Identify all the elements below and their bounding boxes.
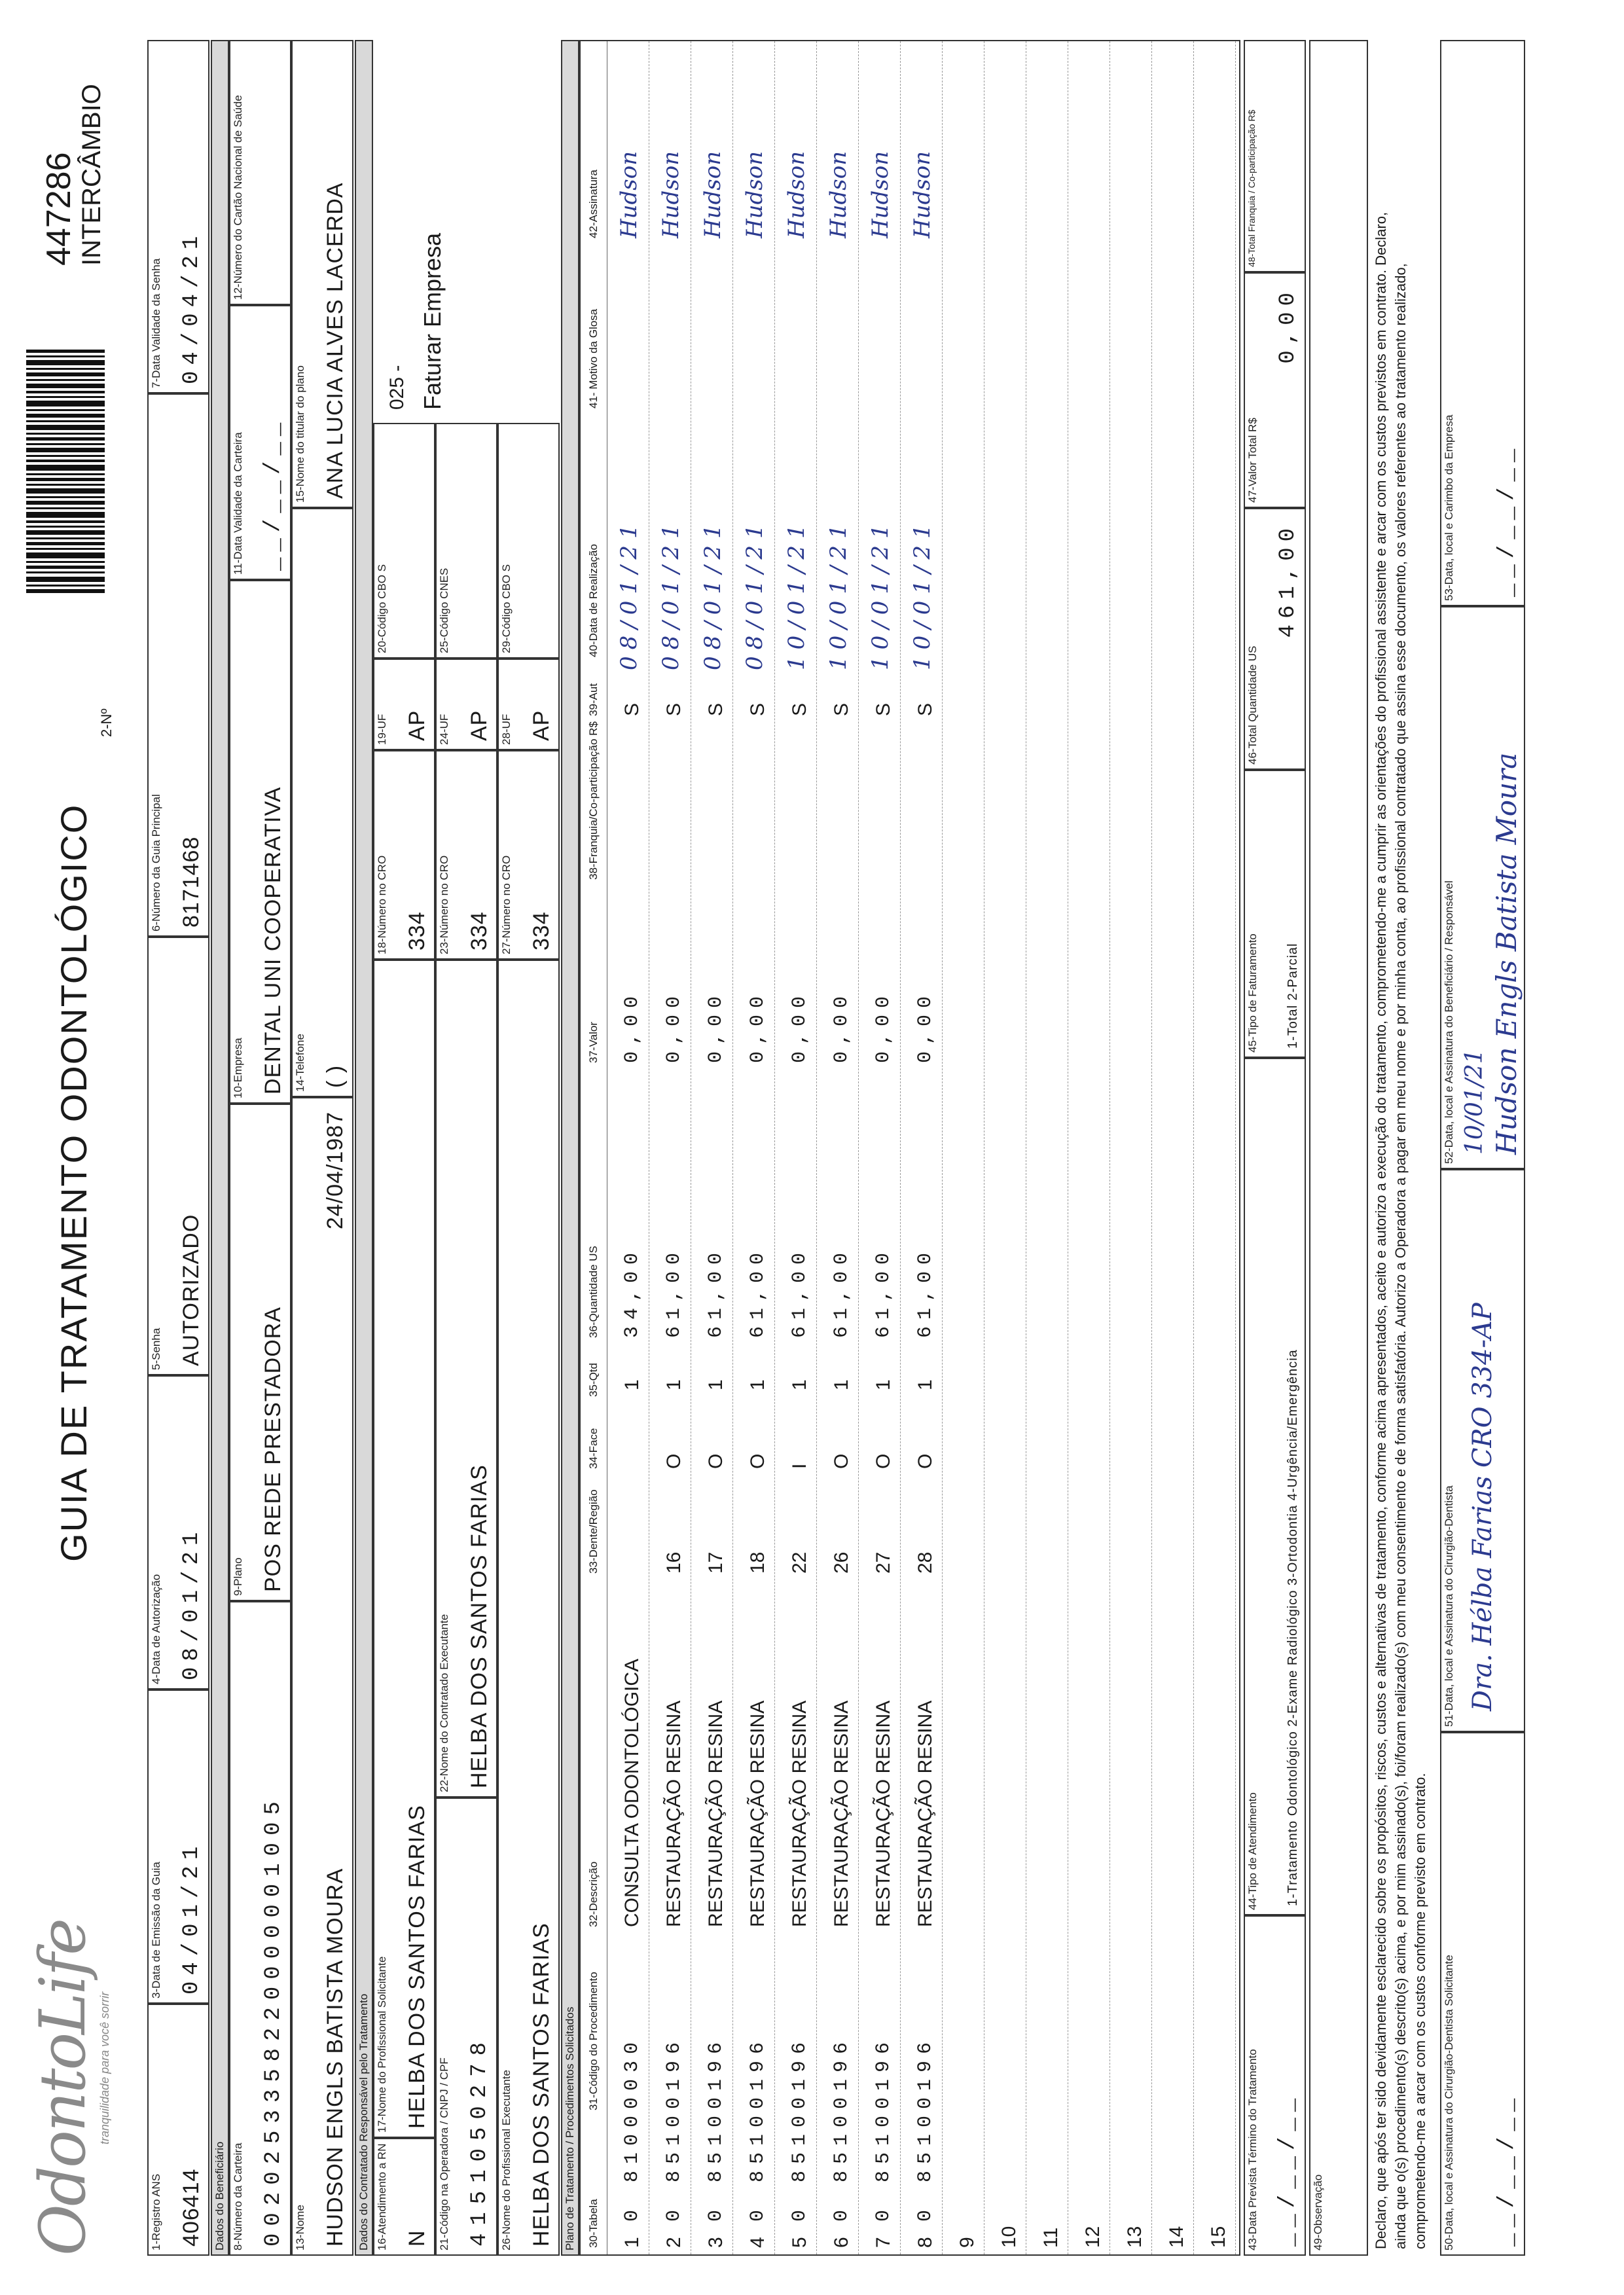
cell-descricao: RESTAURAÇÃO RESINA [663, 1700, 685, 1927]
tipo-faturamento-value: 1-Total 2-Parcial [1286, 943, 1300, 1049]
cell-codigo: 85100196 [747, 2035, 769, 2182]
empresa-field: 10-Empresa DENTAL UNI COOPERATIVA [229, 580, 291, 1104]
column-header: 38-Franquia/Co-participação R$ [587, 721, 600, 880]
sig-53-value: __/__/__ [1495, 443, 1520, 597]
cell-n: 11 [1040, 2227, 1062, 2248]
cell-aut: S [705, 702, 727, 716]
uf-24-value: AP [467, 710, 492, 741]
valor-total-value: 0,00 [1276, 287, 1301, 364]
data-autorizacao-field: 4-Data de Autorização 08/01/21 [147, 1375, 209, 1690]
cell-qtd: 1 [663, 1379, 685, 1390]
uf-19-value: AP [405, 710, 429, 741]
cell-us: 61,00 [747, 1246, 769, 1338]
cartao-nacional-field: 12-Número do Cartão Nacional de Saúde [229, 40, 291, 305]
cell-assin: Hudson [742, 151, 768, 238]
cell-aut: S [789, 702, 810, 716]
cell-dente: 26 [831, 1551, 852, 1574]
sig-51-field: 51-Data, local e Assinatura do Cirurgião-Dentista Dra. Hélba Farias CRO 334-AP [1440, 1169, 1525, 1732]
cell-assin: Hudson [909, 151, 935, 238]
cell-qtd: 1 [831, 1379, 852, 1390]
barcode-icon [26, 253, 105, 593]
cell-valor: 0,00 [789, 989, 811, 1063]
cell-assin: Hudson [825, 151, 852, 238]
cell-n: 10 [998, 2226, 1020, 2248]
cell-face: O [873, 1453, 894, 1469]
cell-valor: 0,00 [621, 989, 643, 1063]
cell-n: 8 [914, 2237, 936, 2248]
logo-tagline: tranquilidade para você sorrir [98, 1991, 111, 2144]
cro-23-value: 334 [467, 911, 492, 950]
empresa-value: DENTAL UNI COOPERATIVA [261, 786, 285, 1094]
cell-tabela: 0 [621, 2203, 643, 2222]
cell-qtd: 1 [789, 1379, 810, 1390]
cell-us: 34,00 [621, 1246, 643, 1338]
column-header: 41- Motivo da Glosa [587, 308, 600, 408]
atendimento-rn-field: 16-Atendimento a RN N [373, 2138, 435, 2256]
cro-18-value: 334 [405, 911, 429, 950]
column-header: 33-Dente/Região [587, 1489, 600, 1574]
cell-data: 10/01/21 [784, 518, 810, 670]
data-emissao-value: 04/01/21 [179, 1840, 204, 1995]
cell-data: 08/01/21 [658, 518, 684, 670]
cell-valor: 0,00 [747, 989, 769, 1063]
cell-descricao: RESTAURAÇÃO RESINA [914, 1700, 936, 1927]
uf-28-value: AP [529, 710, 554, 741]
numero-carteira-field: 8-Número da Carteira 0020253358220000001005 [229, 1601, 291, 2256]
cro-18-field: 18-Número no CRO 334 [373, 750, 435, 960]
guia-number: 447286 [40, 152, 78, 266]
cbo-29-field: 29-Código CBO S [497, 423, 560, 659]
cell-face: O [705, 1453, 727, 1469]
termino-field: 43-Data Prevista Término do Tratamento __/__/__ [1244, 1915, 1306, 2256]
cell-codigo: 81000030 [621, 2035, 643, 2182]
cell-tabela: 0 [914, 2203, 937, 2222]
cell-codigo: 85100196 [663, 2035, 685, 2182]
total-us-value: 461,00 [1276, 522, 1301, 638]
column-header: 34-Face [587, 1428, 600, 1469]
cell-us: 61,00 [789, 1246, 811, 1338]
cell-n: 7 [873, 2237, 894, 2248]
birth-date: 24/04/1987 [323, 1111, 348, 1230]
cell-valor: 0,00 [663, 989, 685, 1063]
senha-value: AUTORIZADO [179, 1214, 204, 1366]
cod-operadora-field: 21-Código na Operadora / CNPJ / CPF 4151050278 [435, 1798, 497, 2256]
cell-codigo: 85100196 [705, 2035, 727, 2182]
column-header: 36-Quantidade US [587, 1246, 600, 1338]
cell-descricao: RESTAURAÇÃO RESINA [747, 1700, 768, 1927]
cell-n: 3 [705, 2237, 727, 2248]
cell-n: 2 [663, 2237, 685, 2248]
cell-assin: Hudson [784, 151, 810, 238]
cell-dente: 18 [747, 1551, 768, 1574]
cell-n: 5 [789, 2237, 810, 2248]
declaracao-text: Declaro, que após ter sido devidamente esclarecido sobre os propósitos, riscos, custos e alternativas de tratamento, conforme acima apresentados, aceito e autorizo a execução do tratamento, comprometendo-me a cumprir as orientações do profissional assistente e arcar com os custos previstos em contrato. Declaro, ainda que o(s) procedimento(s) descrito(s) acima, e por mim assinado(s), foi/foram realizado(s) com meu consentimento e de forma satisfatória. Autorizo a Operadora a pagar em meu nome e por minha conta, ao profissional contratado que assina esse documento, os valores referentes ao tratamento realizado, comprometendo-me a arcar com os custos conforme previsto em contrato. [1373, 211, 1428, 2249]
guia-principal-field: 6-Número da Guia Principal 8171468 [147, 393, 209, 937]
sig-52-field: 52-Data, local e Assinatura do Beneficiário / Responsável 10/01/21 Hudson Engls Batista Moura [1440, 606, 1525, 1169]
cell-face: I [789, 1463, 810, 1469]
table-row [1068, 41, 1110, 2254]
cell-tabela: 0 [873, 2203, 895, 2222]
total-franquia-field: 48-Total Franquia / Co-participação R$ [1244, 40, 1306, 272]
cell-valor: 0,00 [873, 989, 895, 1063]
telefone-field: 14-Telefone ( ) [291, 508, 353, 1097]
cell-data: 08/01/21 [742, 518, 768, 670]
cell-n: 4 [747, 2237, 768, 2248]
cell-dente: 27 [873, 1551, 894, 1574]
cell-aut: S [663, 702, 685, 716]
cell-us: 61,00 [831, 1246, 853, 1338]
cell-codigo: 85100196 [789, 2035, 811, 2182]
uf-24-field: 24-UF AP [435, 659, 497, 750]
cell-qtd: 1 [621, 1379, 643, 1390]
cell-aut: S [831, 702, 852, 716]
cell-dente: 22 [789, 1551, 810, 1574]
cell-data: 10/01/21 [825, 518, 852, 670]
column-header: 40-Data de Realização [587, 544, 600, 657]
cell-dente: 16 [663, 1551, 685, 1574]
table-row [858, 41, 901, 2254]
cell-codigo: 85100196 [914, 2035, 937, 2182]
table-row [900, 41, 943, 2254]
validade-carteira-field: 11-Data Validade da Carteira __/__/__ [229, 305, 291, 580]
cell-assin: Hudson [658, 151, 684, 238]
dentist-signature: Dra. Hélba Farias CRO 334-AP [1468, 1303, 1498, 1711]
beneficiary-signature: Hudson Engls Batista Moura [1490, 752, 1523, 1155]
tipo-atendimento-value: 1-Tratamento Odontológico 2-Exame Radiológico 3-Ortodontia 4-Urgência/Emergência [1286, 1349, 1300, 1906]
cell-n: 15 [1208, 2226, 1229, 2248]
procedures-body [607, 41, 1242, 2254]
table-row [1193, 41, 1236, 2254]
cell-valor: 0,00 [831, 989, 853, 1063]
atendimento-rn-value: N [405, 2230, 429, 2247]
cell-qtd: 1 [705, 1379, 727, 1390]
cro-27-value: 334 [529, 911, 554, 950]
odontolife-logo: OdontoLife [26, 1920, 99, 2256]
sig-52-date: 10/01/21 [1461, 1049, 1488, 1155]
cell-assin: Hudson [867, 151, 893, 238]
cell-us: 61,00 [914, 1246, 937, 1338]
sig-50-field: 50-Data, local e Assinatura do Cirurgião-Dentista Solicitante __/__/__ [1440, 1732, 1525, 2256]
cell-n: 6 [831, 2237, 852, 2248]
prof-executante-field: 26-Nome do Profissional Executante HELBA DOS SANTOS FARIAS [497, 960, 560, 2256]
nome-field: 13-Nome HUDSON ENGLS BATISTA MOURA 24/04/1987 [291, 1097, 353, 2256]
table-row [732, 41, 775, 2254]
plano-value: POS REDE PRESTADORA [261, 1307, 285, 1592]
table-row [691, 41, 733, 2254]
cell-face: O [663, 1453, 685, 1469]
cell-tabela: 0 [789, 2203, 811, 2222]
faturar-empresa: Faturar Empresa [419, 232, 446, 410]
cell-assin: Hudson [700, 151, 726, 238]
cell-tabela: 0 [831, 2203, 853, 2222]
telefone-value: ( ) [323, 1064, 348, 1088]
intercambio-label: INTERCÂMBIO [77, 84, 106, 266]
plano-field: 9-Plano POS REDE PRESTADORA [229, 1104, 291, 1601]
cell-codigo: 85100196 [873, 2035, 895, 2182]
cell-assin: Hudson [616, 151, 642, 238]
cell-n: 14 [1166, 2226, 1187, 2248]
cbo-20-field: 20-Código CBO S [373, 423, 435, 659]
titular-value: ANA LUCIA ALVES LACERDA [323, 182, 348, 499]
prof-solicitante-field: 17-Nome do Profissional Solicitante HELBA DOS SANTOS FARIAS [373, 960, 435, 2138]
tipo-faturamento-field: 45-Tipo de Faturamento 1-Total 2-Parcial [1244, 770, 1306, 1058]
cell-aut: S [914, 702, 936, 716]
column-header: 32-Descrição [587, 1861, 600, 1927]
sig-53-field: 53-Data, local e Carimbo da Empresa __/__/__ [1440, 40, 1525, 606]
table-row [1151, 41, 1194, 2254]
cell-aut: S [621, 702, 643, 716]
procedures-table [579, 40, 1240, 2256]
termino-value: __/__/__ [1276, 2092, 1301, 2247]
cnes-field: 25-Código CNES [435, 423, 497, 659]
senha-field: 5-Senha AUTORIZADO [147, 937, 209, 1375]
table-row [984, 41, 1026, 2254]
observacao-field: 49-Observação [1309, 40, 1368, 2256]
numero-carteira-value: 0020253358220000001005 [261, 1794, 286, 2247]
cell-tabela: 0 [663, 2203, 685, 2222]
nome-value: HUDSON ENGLS BATISTA MOURA [323, 1868, 348, 2247]
page-title: GUIA DE TRATAMENTO ODONTOLÓGICO [53, 803, 94, 1562]
procedures-header [581, 41, 607, 2254]
validade-senha-value: 04/04/21 [179, 230, 204, 384]
table-row [774, 41, 817, 2254]
section-beneficiario: Dados do Beneficiário [211, 40, 229, 2256]
column-header: 37-Valor [587, 1022, 600, 1063]
faturar-code: 025 - [386, 365, 408, 410]
cod-operadora-value: 4151050278 [467, 2034, 492, 2247]
cell-qtd: 1 [914, 1379, 936, 1390]
cell-n: 1 [621, 2237, 643, 2248]
cell-face: O [831, 1453, 852, 1469]
table-row [607, 41, 649, 2254]
contratado-exec-value: HELBA DOS SANTOS FARIAS [467, 1464, 492, 1788]
cell-n: 13 [1124, 2226, 1146, 2248]
cell-codigo: 85100196 [831, 2035, 853, 2182]
guia-principal-value: 8171468 [179, 836, 204, 928]
table-row [1110, 41, 1152, 2254]
column-header: 31-Código do Procedimento [587, 1972, 600, 2110]
registro-ans-field: 1-Registro ANS 406414 [147, 2004, 209, 2256]
cell-dente: 17 [705, 1551, 727, 1574]
cell-data: 10/01/21 [867, 518, 893, 670]
titular-field: 15-Nome do titular do plano ANA LUCIA ALVES LACERDA [291, 40, 353, 508]
column-header: 35-Qtd [587, 1363, 600, 1397]
section-contratado: Dados do Contratado Responsável pelo Tratamento [355, 40, 373, 2256]
cell-descricao: RESTAURAÇÃO RESINA [789, 1700, 810, 1927]
cell-n: 12 [1082, 2226, 1104, 2248]
column-header: 42-Assinatura [587, 170, 600, 238]
cell-us: 61,00 [873, 1246, 895, 1338]
column-header: 39-Aut [587, 683, 600, 716]
section-procedimentos: Plano de Tratamento / Procedimentos Solicitados [561, 40, 579, 2256]
prof-executante-value: HELBA DOS SANTOS FARIAS [529, 1923, 554, 2247]
table-row [816, 41, 859, 2254]
cell-aut: S [747, 702, 768, 716]
contratado-exec-field: 22-Nome do Contratado Executante HELBA DOS SANTOS FARIAS [435, 960, 497, 1798]
cell-us: 61,00 [705, 1246, 727, 1338]
guia-number-label: 2-Nº [98, 708, 115, 737]
column-header: 30-Tabela [587, 2199, 600, 2248]
cro-23-field: 23-Número no CRO 334 [435, 750, 497, 960]
cell-face: O [747, 1453, 768, 1469]
cell-dente: 28 [914, 1551, 936, 1574]
cell-qtd: 1 [747, 1379, 768, 1390]
cell-aut: S [873, 702, 894, 716]
cro-27-field: 27-Número no CRO 334 [497, 750, 560, 960]
cell-descricao: RESTAURAÇÃO RESINA [831, 1700, 852, 1927]
validade-carteira-value: __/__/__ [261, 416, 286, 571]
uf-28-field: 28-UF AP [497, 659, 560, 750]
tipo-atendimento-field: 44-Tipo de Atendimento 1-Tratamento Odontológico 2-Exame Radiológico 3-Ortodontia 4-Urgência/Emergência [1244, 1058, 1306, 1915]
uf-19-field: 19-UF AP [373, 659, 435, 750]
cell-descricao: RESTAURAÇÃO RESINA [705, 1700, 727, 1927]
cell-data: 10/01/21 [909, 518, 935, 670]
data-emissao-field: 3-Data de Emissão da Guia 04/01/21 [147, 1690, 209, 2004]
cell-n: 9 [956, 2237, 978, 2248]
valor-total-field: 47-Valor Total R$ 0,00 [1244, 272, 1306, 508]
cell-descricao: RESTAURAÇÃO RESINA [873, 1700, 894, 1927]
prof-solicitante-value: HELBA DOS SANTOS FARIAS [405, 1805, 429, 2129]
cell-data: 08/01/21 [700, 518, 726, 670]
cell-us: 61,00 [663, 1246, 685, 1338]
cell-tabela: 0 [705, 2203, 727, 2222]
table-row [649, 41, 691, 2254]
cell-tabela: 0 [747, 2203, 769, 2222]
validade-senha-field: 7-Data Validade da Senha 04/04/21 [147, 40, 209, 393]
table-row [942, 41, 984, 2254]
total-us-field: 46-Total Quantidade US 461,00 [1244, 508, 1306, 770]
registro-ans-value: 406414 [179, 2168, 204, 2247]
cell-valor: 0,00 [705, 989, 727, 1063]
cell-descricao: CONSULTA ODONTOLÓGICA [621, 1658, 643, 1927]
data-autorizacao-value: 08/01/21 [179, 1526, 204, 1680]
table-row [1026, 41, 1068, 2254]
sig-50-value: __/__/__ [1495, 2092, 1520, 2247]
cell-valor: 0,00 [914, 989, 937, 1063]
cell-qtd: 1 [873, 1379, 894, 1390]
cell-face: O [914, 1453, 936, 1469]
cell-data: 08/01/21 [616, 518, 642, 670]
